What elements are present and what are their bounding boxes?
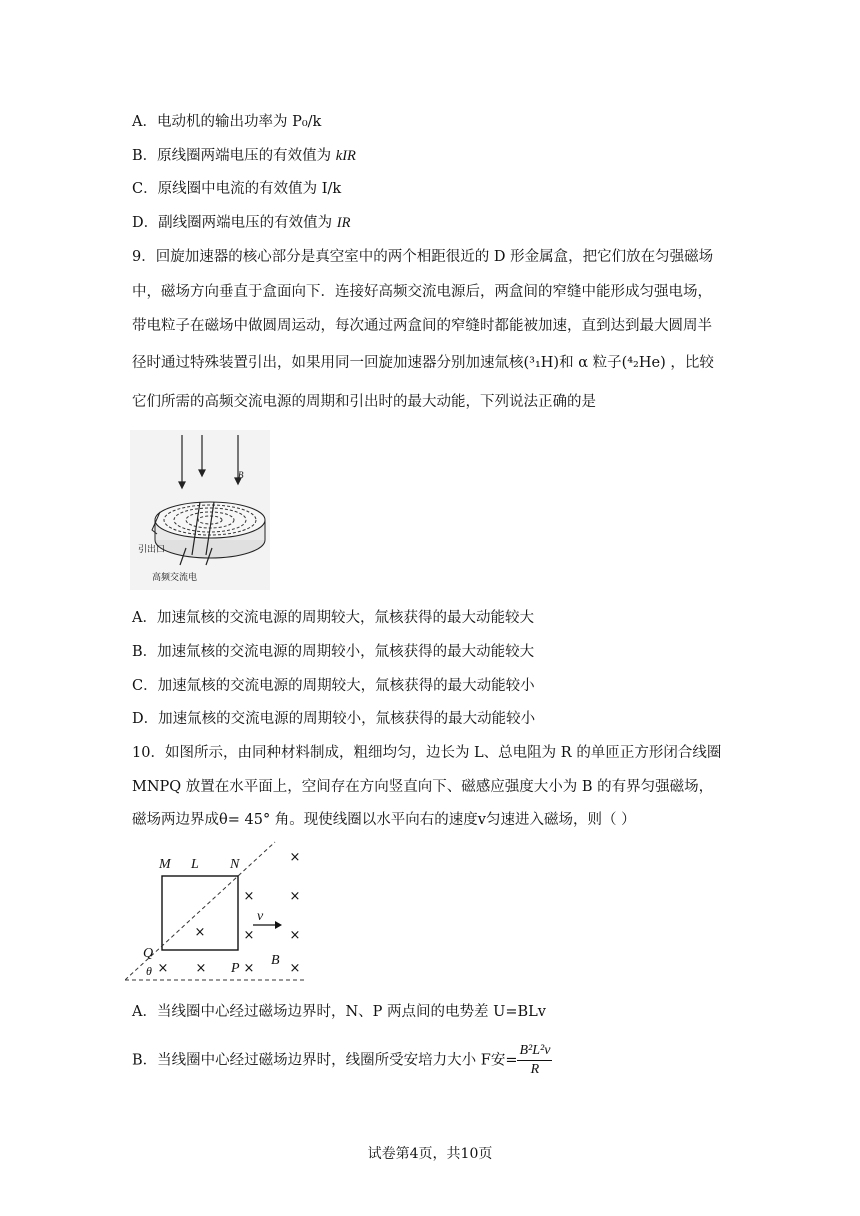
label-p: P [231, 961, 240, 976]
q8-option-d: D．副线圈两端电压的有效值为 IR [132, 215, 351, 231]
q10-stem-line-3: 磁场两边界成θ= 45° 角。现使线圈以水平向右的速度v匀速进入磁场，则（ ） [132, 812, 636, 828]
svg-text:×: × [243, 928, 255, 943]
q10-option-a: A．当线圈中心经过磁场边界时，N、P 两点间的电势差 U=BLv [132, 1004, 546, 1020]
source-label: 高频交流电 [152, 573, 198, 583]
q8-option-c: C．原线圈中电流的有效值为 I/k [132, 181, 342, 197]
q9-option-a: A．加速氚核的交流电源的周期较大，氚核获得的最大动能较大 [132, 610, 534, 626]
q10-stem-line-2: MNPQ 放置在水平面上，空间存在方向竖直向下、磁感应强度大小为 B 的有界匀强磁场， [132, 779, 714, 795]
q9-stem-line-3: 带电粒子在磁场中做圆周运动，每次通过两盒间的窄缝时都能被加速，直到达到最大圆周半 [132, 318, 712, 334]
svg-text:×: × [289, 889, 301, 904]
svg-text:×: × [157, 961, 169, 976]
outlet-label: 引出口 [138, 545, 166, 555]
ampere-force-formula: $\frac{\text{B²L²v}}{R}$ [519, 1043, 551, 1077]
q9-stem-line-4: 径时通过特殊装置引出，如果用同一回旋加速器分别加速氚核(³₁H)和 α 粒子(⁴₂He) ，比较 [132, 355, 714, 371]
label-v: v [257, 909, 264, 924]
svg-text:×: × [289, 850, 301, 865]
label-theta: θ [146, 964, 152, 978]
label-m: M [159, 857, 171, 872]
q9-stem-line-1: 9．回旋加速器的核心部分是真空室中的两个相距很近的 D 形金属盒，把它们放在匀强磁场 [132, 249, 714, 265]
q9-option-c: C．加速氚核的交流电源的周期较大，氚核获得的最大动能较小 [132, 678, 535, 694]
q8-option-b: B．原线圈两端电压的有效值为 kIR [132, 148, 356, 164]
cyclotron-figure [130, 430, 270, 590]
svg-text:×: × [194, 925, 206, 940]
svg-text:×: × [243, 889, 255, 904]
label-l: L [191, 857, 199, 872]
svg-text:×: × [289, 961, 301, 976]
q9-option-d: D．加速氚核的交流电源的周期较小，氚核获得的最大动能较小 [132, 711, 536, 727]
q9-stem-line-5: 它们所需的高频交流电源的周期和引出时的最大动能，下列说法正确的是 [132, 394, 596, 410]
svg-text:×: × [243, 961, 255, 976]
svg-text:×: × [195, 961, 207, 976]
page-footer: 试卷第4页，共10页 [367, 1146, 493, 1162]
q9-stem-line-2: 中，磁场方向垂直于盒面向下．连接好高频交流电源后，两盒间的窄缝中能形成匀强电场， [132, 284, 712, 300]
field-label-b: B [238, 470, 244, 480]
q10-stem-line-1: 10．如图所示，由同种材料制成，粗细均匀，边长为 L、总电阻为 R 的单匝正方形闭合线圈 [132, 745, 722, 761]
q9-option-b: B．加速氚核的交流电源的周期较小，氚核获得的最大动能较大 [132, 644, 535, 660]
q8-option-a: A．电动机的输出功率为 P₀/k [132, 114, 322, 130]
label-q: Q [143, 946, 154, 961]
svg-text:×: × [289, 928, 301, 943]
label-n: N [230, 857, 240, 872]
q10-option-b: B．当线圈中心经过磁场边界时，线圈所受安培力大小 F安= $\frac{\text{B²L²v}}{R}$ [132, 1043, 551, 1077]
label-b: B [271, 953, 280, 968]
coil-field-figure [125, 840, 315, 985]
